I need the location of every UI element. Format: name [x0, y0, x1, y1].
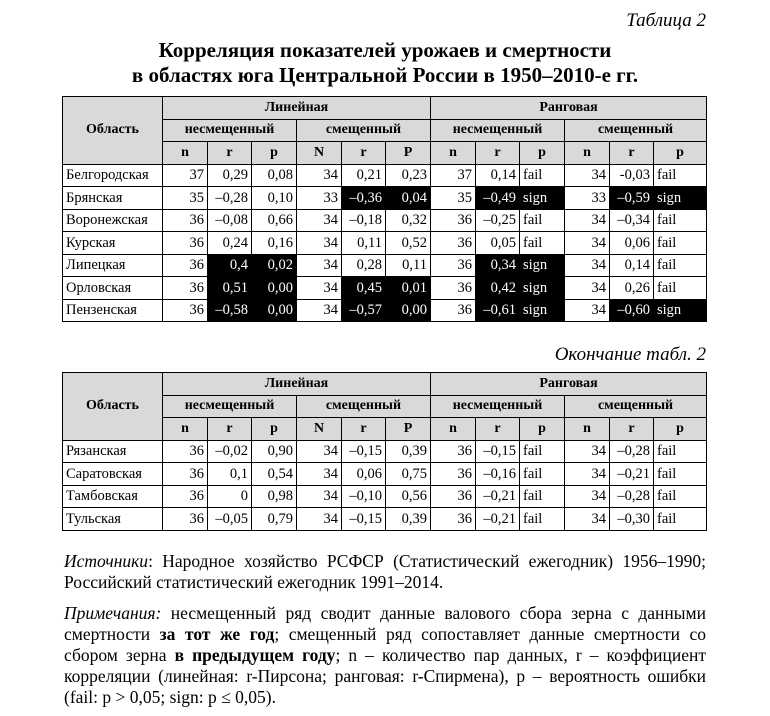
- value-cell: –0,36: [342, 187, 386, 210]
- value-cell: 34: [297, 277, 342, 300]
- value-cell: 36: [163, 254, 208, 277]
- value-cell: 0: [208, 485, 252, 508]
- value-cell: 34: [297, 232, 342, 255]
- value-cell: –0,30: [610, 508, 654, 531]
- value-cell: 34: [565, 463, 610, 486]
- value-cell: –0,59: [610, 187, 654, 210]
- value-cell: –0,60: [610, 299, 654, 322]
- value-cell: 0,00: [252, 299, 297, 322]
- correlation-table-continued: [62, 372, 707, 531]
- region-cell: Белгородская: [63, 164, 163, 187]
- region-cell: Орловская: [63, 277, 163, 300]
- title-line-1: Корреляция показателей урожаев и смертности: [158, 38, 612, 62]
- value-cell: 0,39: [386, 440, 431, 463]
- value-cell: 0,39: [386, 508, 431, 531]
- table-row: [63, 164, 707, 187]
- value-cell: 0,05: [476, 232, 520, 255]
- subheader-p-2: p: [252, 142, 297, 165]
- subheader-n-6: n: [431, 418, 476, 441]
- value-cell: 34: [297, 254, 342, 277]
- value-cell: sign: [654, 299, 707, 322]
- value-cell: 0,98: [252, 485, 297, 508]
- table-row: [63, 485, 707, 508]
- subheader-n-0: n: [163, 142, 208, 165]
- notes-paragraph: [64, 603, 706, 708]
- subheader-n-0: n: [163, 418, 208, 441]
- value-cell: 36: [431, 485, 476, 508]
- value-cell: 0,75: [386, 463, 431, 486]
- table-body-continued: [63, 440, 707, 530]
- sources-label: Источники: [64, 551, 149, 571]
- header-region: Область: [63, 373, 163, 441]
- header-linear: Линейная: [163, 97, 431, 120]
- value-cell: sign: [520, 299, 565, 322]
- value-cell: 0,26: [610, 277, 654, 300]
- value-cell: 0,29: [208, 164, 252, 187]
- notes-emphasis-previous-year: в предыдущем году: [174, 645, 336, 665]
- header-rank-shifted: смещенный: [565, 119, 707, 142]
- region-cell: Брянская: [63, 187, 163, 210]
- sources-paragraph: [64, 551, 706, 593]
- value-cell: 37: [431, 164, 476, 187]
- value-cell: 0,66: [252, 209, 297, 232]
- value-cell: 36: [431, 209, 476, 232]
- value-cell: –0,08: [208, 209, 252, 232]
- value-cell: fail: [520, 209, 565, 232]
- notes-emphasis-same-year: за тот же год: [159, 624, 275, 644]
- table-row: [63, 209, 707, 232]
- value-cell: 34: [565, 254, 610, 277]
- value-cell: sign: [520, 254, 565, 277]
- value-cell: 0,00: [252, 277, 297, 300]
- value-cell: 0,45: [342, 277, 386, 300]
- value-cell: –0,28: [610, 485, 654, 508]
- header-linear-shifted: смещенный: [297, 395, 431, 418]
- value-cell: fail: [654, 485, 707, 508]
- value-cell: –0,16: [476, 463, 520, 486]
- value-cell: 36: [163, 232, 208, 255]
- value-cell: –0,15: [342, 440, 386, 463]
- subheader-p-8: p: [520, 418, 565, 441]
- value-cell: sign: [654, 187, 707, 210]
- value-cell: 35: [163, 187, 208, 210]
- value-cell: fail: [654, 463, 707, 486]
- subheader-p-5: P: [386, 142, 431, 165]
- value-cell: 34: [297, 463, 342, 486]
- header-rank: Ранговая: [431, 373, 707, 396]
- subheader-r-1: r: [208, 142, 252, 165]
- table-row: [63, 463, 707, 486]
- subheader-r-4: r: [342, 418, 386, 441]
- value-cell: -0,03: [610, 164, 654, 187]
- value-cell: 0,24: [208, 232, 252, 255]
- value-cell: –0,05: [208, 508, 252, 531]
- subheader-n-9: n: [565, 142, 610, 165]
- value-cell: 34: [297, 299, 342, 322]
- value-cell: –0,02: [208, 440, 252, 463]
- value-cell: 0,11: [386, 254, 431, 277]
- value-cell: 0,14: [610, 254, 654, 277]
- value-cell: –0,61: [476, 299, 520, 322]
- value-cell: 0,06: [610, 232, 654, 255]
- table-row: [63, 232, 707, 255]
- value-cell: –0,18: [342, 209, 386, 232]
- value-cell: 34: [297, 209, 342, 232]
- value-cell: 0,1: [208, 463, 252, 486]
- subheader-r-10: r: [610, 142, 654, 165]
- value-cell: 0,08: [252, 164, 297, 187]
- value-cell: fail: [654, 232, 707, 255]
- value-cell: 36: [163, 485, 208, 508]
- value-cell: 0,04: [386, 187, 431, 210]
- value-cell: fail: [654, 277, 707, 300]
- value-cell: –0,58: [208, 299, 252, 322]
- table-row: [63, 508, 707, 531]
- value-cell: –0,49: [476, 187, 520, 210]
- value-cell: 36: [431, 299, 476, 322]
- value-cell: 36: [431, 277, 476, 300]
- value-cell: fail: [654, 254, 707, 277]
- value-cell: –0,25: [476, 209, 520, 232]
- value-cell: 34: [565, 440, 610, 463]
- value-cell: 36: [163, 209, 208, 232]
- value-cell: 0,01: [386, 277, 431, 300]
- value-cell: 0,32: [386, 209, 431, 232]
- value-cell: 0,02: [252, 254, 297, 277]
- region-cell: Курская: [63, 232, 163, 255]
- value-cell: 34: [297, 440, 342, 463]
- value-cell: 0,10: [252, 187, 297, 210]
- value-cell: 34: [565, 508, 610, 531]
- table-title: [0, 38, 770, 88]
- value-cell: 36: [431, 254, 476, 277]
- region-cell: Липецкая: [63, 254, 163, 277]
- subheader-r-7: r: [476, 418, 520, 441]
- subheader-r-7: r: [476, 142, 520, 165]
- value-cell: 0,42: [476, 277, 520, 300]
- region-cell: Рязанская: [63, 440, 163, 463]
- table-label: Таблица 2: [626, 10, 706, 31]
- value-cell: 0,56: [386, 485, 431, 508]
- header-rank-unshifted: несмещенный: [431, 395, 565, 418]
- value-cell: fail: [520, 232, 565, 255]
- subheader-r-4: r: [342, 142, 386, 165]
- value-cell: fail: [520, 164, 565, 187]
- value-cell: 34: [565, 232, 610, 255]
- value-cell: –0,34: [610, 209, 654, 232]
- value-cell: 36: [431, 232, 476, 255]
- value-cell: 35: [431, 187, 476, 210]
- value-cell: 0,06: [342, 463, 386, 486]
- title-line-2: в областях юга Центральной России в 1950–2010-е гг.: [131, 63, 639, 87]
- table-body-main: [63, 164, 707, 322]
- value-cell: 36: [163, 299, 208, 322]
- value-cell: fail: [520, 485, 565, 508]
- table-row: [63, 254, 707, 277]
- value-cell: –0,21: [476, 485, 520, 508]
- value-cell: 34: [565, 164, 610, 187]
- header-linear-shifted: смещенный: [297, 119, 431, 142]
- table-row: [63, 440, 707, 463]
- value-cell: 36: [163, 508, 208, 531]
- value-cell: –0,28: [208, 187, 252, 210]
- correlation-table-main: [62, 96, 707, 322]
- value-cell: 0,51: [208, 277, 252, 300]
- table-row: [63, 299, 707, 322]
- value-cell: fail: [654, 164, 707, 187]
- value-cell: 34: [565, 299, 610, 322]
- value-cell: –0,15: [342, 508, 386, 531]
- value-cell: fail: [520, 440, 565, 463]
- value-cell: 34: [297, 508, 342, 531]
- value-cell: 0,14: [476, 164, 520, 187]
- header-rank-shifted: смещенный: [565, 395, 707, 418]
- value-cell: 0,21: [342, 164, 386, 187]
- header-region: Область: [63, 97, 163, 165]
- value-cell: fail: [654, 209, 707, 232]
- notes-text-3: ; n – количество пар данных, r – коэффициент корреляции (линейная: r-Пирсона; ранговая: r-Спирмена), p – вероятность ошибки (fail: p > 0,05; sign: p ≤ 0,05).: [64, 645, 706, 707]
- region-cell: Саратовская: [63, 463, 163, 486]
- header-rank-unshifted: несмещенный: [431, 119, 565, 142]
- value-cell: 0,34: [476, 254, 520, 277]
- subheader-r-10: r: [610, 418, 654, 441]
- value-cell: 0,54: [252, 463, 297, 486]
- value-cell: –0,21: [476, 508, 520, 531]
- value-cell: sign: [520, 187, 565, 210]
- value-cell: 37: [163, 164, 208, 187]
- value-cell: 33: [297, 187, 342, 210]
- value-cell: fail: [520, 508, 565, 531]
- value-cell: 36: [163, 463, 208, 486]
- value-cell: –0,10: [342, 485, 386, 508]
- value-cell: fail: [654, 508, 707, 531]
- sources-text: : Народное хозяйство РСФСР (Статистический ежегодник) 1956–1990; Российский статистический ежегодник 1991–2014.: [64, 551, 706, 592]
- subheader-r-1: r: [208, 418, 252, 441]
- value-cell: 34: [565, 277, 610, 300]
- region-cell: Пензенская: [63, 299, 163, 322]
- subheader-p-2: p: [252, 418, 297, 441]
- region-cell: Тульская: [63, 508, 163, 531]
- table-row: [63, 187, 707, 210]
- value-cell: –0,57: [342, 299, 386, 322]
- value-cell: fail: [654, 440, 707, 463]
- value-cell: 0,52: [386, 232, 431, 255]
- value-cell: –0,28: [610, 440, 654, 463]
- header-linear-unshifted: несмещенный: [163, 395, 297, 418]
- subheader-n-3: N: [297, 142, 342, 165]
- notes-label: Примечания:: [64, 603, 162, 623]
- value-cell: 36: [431, 440, 476, 463]
- value-cell: 0,90: [252, 440, 297, 463]
- value-cell: 33: [565, 187, 610, 210]
- value-cell: 0,16: [252, 232, 297, 255]
- value-cell: 34: [565, 485, 610, 508]
- subheader-n-6: n: [431, 142, 476, 165]
- value-cell: sign: [520, 277, 565, 300]
- notes-text-2: ; смещенный ряд сопоставляет данные смертности со сбором зерна: [64, 624, 707, 665]
- subheader-n-3: N: [297, 418, 342, 441]
- subheader-p-11: p: [654, 418, 707, 441]
- value-cell: 36: [431, 508, 476, 531]
- subheader-p-5: P: [386, 418, 431, 441]
- table-row: [63, 277, 707, 300]
- value-cell: –0,21: [610, 463, 654, 486]
- subheader-n-9: n: [565, 418, 610, 441]
- region-cell: Воронежская: [63, 209, 163, 232]
- header-rank: Ранговая: [431, 97, 707, 120]
- value-cell: 36: [163, 440, 208, 463]
- value-cell: 36: [431, 463, 476, 486]
- subheader-p-8: p: [520, 142, 565, 165]
- value-cell: 0,79: [252, 508, 297, 531]
- notes-text-1: несмещенный ряд сводит данные валового сбора зерна с данными смертности: [64, 603, 706, 644]
- value-cell: 0,23: [386, 164, 431, 187]
- value-cell: 36: [163, 277, 208, 300]
- region-cell: Тамбовская: [63, 485, 163, 508]
- header-linear-unshifted: несмещенный: [163, 119, 297, 142]
- value-cell: 0,11: [342, 232, 386, 255]
- header-linear: Линейная: [163, 373, 431, 396]
- value-cell: 34: [297, 164, 342, 187]
- value-cell: 0,00: [386, 299, 431, 322]
- value-cell: 0,28: [342, 254, 386, 277]
- continuation-label: Окончание табл. 2: [554, 344, 706, 365]
- value-cell: 0,4: [208, 254, 252, 277]
- value-cell: 34: [297, 485, 342, 508]
- subheader-p-11: p: [654, 142, 707, 165]
- value-cell: 34: [565, 209, 610, 232]
- value-cell: –0,15: [476, 440, 520, 463]
- value-cell: fail: [520, 463, 565, 486]
